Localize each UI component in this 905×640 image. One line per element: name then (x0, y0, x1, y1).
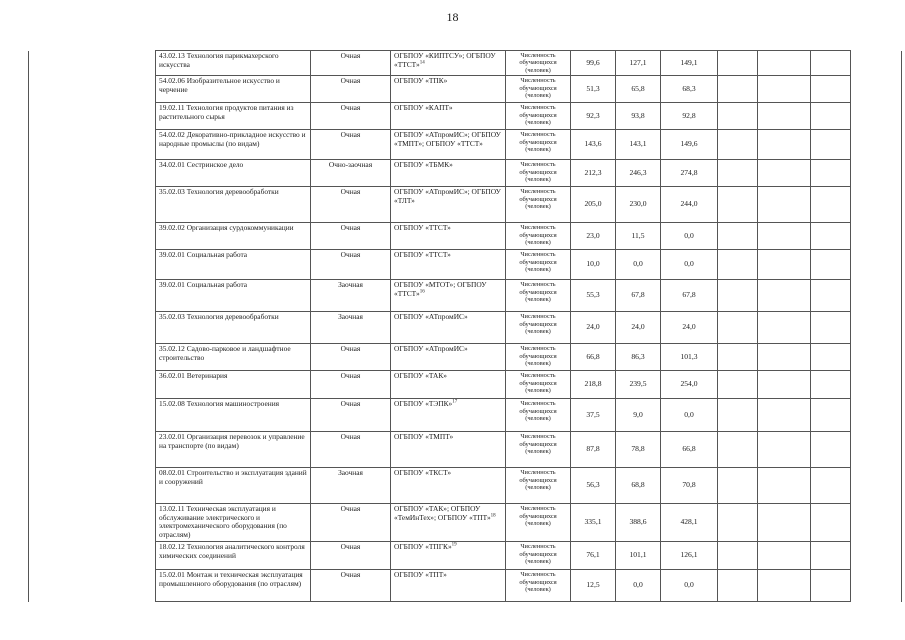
indicator-cell: Численность обучающихся (человек) (506, 468, 571, 504)
organization-text: ОГБПОУ «ТАК»; ОГБПОУ «ТемИнТех»; ОГБПОУ «ТПТ» (394, 504, 491, 522)
organization-text: ОГБПОУ «ТТСТ» (394, 250, 451, 260)
study-form-cell: Очная (311, 542, 391, 570)
indicator-cell: Численность обучающихся (человек) (506, 504, 571, 542)
organization-cell (391, 250, 506, 280)
empty-cell-a (718, 432, 758, 468)
value-2022-cell: 11,5 (616, 223, 661, 250)
study-form-cell: Очная (311, 432, 391, 468)
study-form-cell: Очная (311, 130, 391, 160)
indicator-cell: Численность обучающихся (человек) (506, 312, 571, 344)
data-table (28, 50, 902, 602)
value-2021-cell: 37,5 (571, 399, 616, 432)
organization-text: ОГБПОУ «ТПК» (394, 76, 448, 86)
study-form-cell: Очная (311, 76, 391, 103)
empty-cell-a (718, 250, 758, 280)
empty-cell-a (718, 570, 758, 602)
study-form-cell: Очная (311, 103, 391, 130)
empty-right-cell (851, 130, 902, 160)
empty-cell-b (758, 130, 811, 160)
empty-cell-c (811, 160, 851, 187)
empty-cell-a (718, 312, 758, 344)
study-form-cell: Очная (311, 250, 391, 280)
empty-cell-c (811, 103, 851, 130)
study-form-cell: Очно-заочная (311, 160, 391, 187)
empty-left-cell (29, 542, 156, 570)
study-form-cell: Очная (311, 344, 391, 371)
value-2023-cell: 149,1 (661, 51, 718, 76)
footnote-mark: 19 (451, 542, 457, 548)
value-2021-cell: 205,0 (571, 187, 616, 223)
organization-cell (391, 76, 506, 103)
study-form-cell: Очная (311, 371, 391, 399)
empty-left-cell (29, 51, 156, 76)
indicator-cell: Численность обучающихся (человек) (506, 51, 571, 76)
indicator-cell: Численность обучающихся (человек) (506, 344, 571, 371)
empty-cell-a (718, 468, 758, 504)
empty-cell-b (758, 468, 811, 504)
empty-cell-b (758, 432, 811, 468)
indicator-cell: Численность обучающихся (человек) (506, 542, 571, 570)
organization-cell (391, 570, 506, 602)
value-2021-cell: 99,6 (571, 51, 616, 76)
empty-cell-a (718, 542, 758, 570)
empty-right-cell (851, 223, 902, 250)
table-row (29, 468, 902, 504)
value-2022-cell: 68,8 (616, 468, 661, 504)
organization-cell (391, 160, 506, 187)
empty-right-cell (851, 250, 902, 280)
value-2023-cell: 274,8 (661, 160, 718, 187)
organization-cell (391, 399, 506, 432)
empty-right-cell (851, 542, 902, 570)
study-form-cell: Заочная (311, 280, 391, 312)
value-2021-cell: 24,0 (571, 312, 616, 344)
empty-cell-b (758, 76, 811, 103)
empty-left-cell (29, 103, 156, 130)
specialty-cell: 54.02.06 Изобразительное искусство и черчение (156, 76, 311, 103)
value-2022-cell: 143,1 (616, 130, 661, 160)
empty-right-cell (851, 280, 902, 312)
specialty-cell: 35.02.03 Технология деревообработки (156, 187, 311, 223)
empty-cell-b (758, 312, 811, 344)
value-2023-cell: 67,8 (661, 280, 718, 312)
indicator-cell: Численность обучающихся (человек) (506, 76, 571, 103)
value-2022-cell: 239,5 (616, 371, 661, 399)
organization-cell (391, 280, 506, 312)
value-2023-cell: 68,3 (661, 76, 718, 103)
organization-cell (391, 371, 506, 399)
table-row (29, 280, 902, 312)
specialty-cell: 23.02.01 Организация перевозок и управление на транспорте (по видам) (156, 432, 311, 468)
empty-cell-a (718, 130, 758, 160)
organization-cell (391, 103, 506, 130)
organization-text: ОГБПОУ «ТАК» (394, 371, 447, 381)
empty-cell-a (718, 504, 758, 542)
value-2022-cell: 101,1 (616, 542, 661, 570)
organization-text: ОГБПОУ «АТпромИС» (394, 344, 468, 354)
study-form-cell: Заочная (311, 468, 391, 504)
empty-cell-a (718, 51, 758, 76)
empty-cell-b (758, 160, 811, 187)
empty-cell-c (811, 344, 851, 371)
indicator-cell: Численность обучающихся (человек) (506, 399, 571, 432)
page-number: 18 (446, 10, 459, 24)
value-2023-cell: 92,8 (661, 103, 718, 130)
organization-text: ОГБПОУ «ТКСТ» (394, 468, 452, 478)
organization-text: ОГБПОУ «ТБМК» (394, 160, 453, 170)
table-row (29, 542, 902, 570)
indicator-cell: Численность обучающихся (человек) (506, 280, 571, 312)
empty-cell-c (811, 312, 851, 344)
value-2022-cell: 93,8 (616, 103, 661, 130)
table-row (29, 130, 902, 160)
table-row (29, 570, 902, 602)
specialty-cell: 39.02.01 Социальная работа (156, 250, 311, 280)
value-2023-cell: 0,0 (661, 223, 718, 250)
organization-cell (391, 468, 506, 504)
organization-text: ОГБПОУ «МТОТ»; ОГБПОУ «ТТСТ» (394, 280, 487, 298)
indicator-cell: Численность обучающихся (человек) (506, 371, 571, 399)
empty-right-cell (851, 103, 902, 130)
organization-cell (391, 542, 506, 570)
organization-text: ОГБПОУ «АТпромИС»; ОГБПОУ «ТЛТ» (394, 187, 501, 205)
value-2022-cell: 127,1 (616, 51, 661, 76)
value-2022-cell: 65,8 (616, 76, 661, 103)
value-2022-cell: 9,0 (616, 399, 661, 432)
footnote-mark: 18 (490, 513, 496, 519)
value-2022-cell: 388,6 (616, 504, 661, 542)
study-form-cell: Очная (311, 399, 391, 432)
value-2023-cell: 66,8 (661, 432, 718, 468)
empty-left-cell (29, 344, 156, 371)
table-row (29, 76, 902, 103)
specialty-cell: 19.02.11 Технология продуктов питания из растительного сырья (156, 103, 311, 130)
value-2021-cell: 55,3 (571, 280, 616, 312)
specialty-cell: 15.02.01 Монтаж и техническая эксплуатация промышленного оборудования (по отраслям) (156, 570, 311, 602)
empty-cell-c (811, 130, 851, 160)
empty-left-cell (29, 130, 156, 160)
empty-cell-c (811, 432, 851, 468)
empty-cell-b (758, 504, 811, 542)
specialty-cell: 18.02.12 Технология аналитического контроля химических соединений (156, 542, 311, 570)
value-2023-cell: 0,0 (661, 399, 718, 432)
empty-left-cell (29, 504, 156, 542)
value-2022-cell: 67,8 (616, 280, 661, 312)
empty-cell-b (758, 187, 811, 223)
empty-cell-b (758, 280, 811, 312)
value-2021-cell: 218,8 (571, 371, 616, 399)
organization-cell (391, 51, 506, 76)
value-2023-cell: 101,3 (661, 344, 718, 371)
empty-cell-b (758, 344, 811, 371)
organization-cell (391, 504, 506, 542)
value-2023-cell: 244,0 (661, 187, 718, 223)
empty-right-cell (851, 570, 902, 602)
empty-right-cell (851, 468, 902, 504)
empty-cell-c (811, 280, 851, 312)
value-2023-cell: 428,1 (661, 504, 718, 542)
empty-cell-c (811, 371, 851, 399)
table-row (29, 371, 902, 399)
empty-right-cell (851, 432, 902, 468)
indicator-cell: Численность обучающихся (человек) (506, 103, 571, 130)
indicator-cell: Численность обучающихся (человек) (506, 160, 571, 187)
empty-cell-a (718, 187, 758, 223)
table-row (29, 103, 902, 130)
empty-cell-b (758, 371, 811, 399)
empty-cell-a (718, 280, 758, 312)
table-row (29, 51, 902, 76)
specialty-cell: 13.02.11 Техническая эксплуатация и обслуживание электрического и электромеханического оборудования (по отраслям) (156, 504, 311, 542)
organization-text: ОГБПОУ «ТМПТ» (394, 432, 454, 442)
value-2021-cell: 23,0 (571, 223, 616, 250)
specialty-cell: 39.02.02 Организация сурдокоммуникации (156, 223, 311, 250)
empty-cell-a (718, 160, 758, 187)
footnote-mark: 16 (419, 289, 425, 295)
value-2021-cell: 212,3 (571, 160, 616, 187)
value-2022-cell: 24,0 (616, 312, 661, 344)
empty-right-cell (851, 160, 902, 187)
value-2021-cell: 143,6 (571, 130, 616, 160)
empty-cell-c (811, 223, 851, 250)
table-row (29, 187, 902, 223)
empty-cell-b (758, 51, 811, 76)
table-row (29, 344, 902, 371)
value-2022-cell: 0,0 (616, 570, 661, 602)
table-row (29, 432, 902, 468)
value-2022-cell: 0,0 (616, 250, 661, 280)
organization-cell (391, 130, 506, 160)
empty-cell-c (811, 187, 851, 223)
empty-cell-b (758, 103, 811, 130)
empty-left-cell (29, 570, 156, 602)
empty-right-cell (851, 399, 902, 432)
empty-cell-c (811, 76, 851, 103)
empty-right-cell (851, 371, 902, 399)
value-2021-cell: 56,3 (571, 468, 616, 504)
organization-cell (391, 223, 506, 250)
specialty-cell: 36.02.01 Ветеринария (156, 371, 311, 399)
organization-cell (391, 187, 506, 223)
empty-cell-c (811, 399, 851, 432)
empty-left-cell (29, 432, 156, 468)
specialty-cell: 34.02.01 Сестринское дело (156, 160, 311, 187)
table-row (29, 223, 902, 250)
organization-text: ОГБПОУ «КАПТ» (394, 103, 453, 113)
indicator-cell: Численность обучающихся (человек) (506, 432, 571, 468)
empty-cell-c (811, 51, 851, 76)
table-row (29, 250, 902, 280)
value-2021-cell: 76,1 (571, 542, 616, 570)
value-2023-cell: 70,8 (661, 468, 718, 504)
study-form-cell: Очная (311, 51, 391, 76)
value-2021-cell: 12,5 (571, 570, 616, 602)
study-form-cell: Заочная (311, 312, 391, 344)
indicator-cell: Численность обучающихся (человек) (506, 250, 571, 280)
empty-cell-a (718, 399, 758, 432)
footnote-mark: 14 (419, 60, 425, 66)
organization-text: ОГБПОУ «АТпромИС»; ОГБПОУ «ТМПТ»; ОГБПОУ «ТТСТ» (394, 130, 501, 148)
indicator-cell: Численность обучающихся (человек) (506, 223, 571, 250)
value-2022-cell: 230,0 (616, 187, 661, 223)
empty-right-cell (851, 344, 902, 371)
empty-cell-a (718, 371, 758, 399)
table-row (29, 504, 902, 542)
empty-left-cell (29, 223, 156, 250)
empty-cell-a (718, 344, 758, 371)
empty-cell-c (811, 542, 851, 570)
value-2021-cell: 66,8 (571, 344, 616, 371)
value-2022-cell: 78,8 (616, 432, 661, 468)
table-row (29, 399, 902, 432)
specialty-cell: 35.02.12 Садово-парковое и ландшафтное строительство (156, 344, 311, 371)
specialty-cell: 08.02.01 Строительство и эксплуатация зданий и сооружений (156, 468, 311, 504)
value-2021-cell: 335,1 (571, 504, 616, 542)
empty-cell-a (718, 223, 758, 250)
empty-cell-a (718, 76, 758, 103)
study-form-cell: Очная (311, 223, 391, 250)
empty-left-cell (29, 371, 156, 399)
empty-right-cell (851, 504, 902, 542)
study-form-cell: Очная (311, 187, 391, 223)
empty-right-cell (851, 76, 902, 103)
value-2023-cell: 254,0 (661, 371, 718, 399)
empty-cell-b (758, 250, 811, 280)
organization-cell (391, 312, 506, 344)
empty-cell-c (811, 504, 851, 542)
organization-cell (391, 344, 506, 371)
value-2023-cell: 149,6 (661, 130, 718, 160)
empty-left-cell (29, 312, 156, 344)
organization-text: ОГБПОУ «АТпромИС» (394, 312, 468, 322)
study-form-cell: Очная (311, 570, 391, 602)
empty-left-cell (29, 468, 156, 504)
empty-left-cell (29, 280, 156, 312)
value-2021-cell: 51,3 (571, 76, 616, 103)
organization-text: ОГБПОУ «КИПТСУ»; ОГБПОУ «ТТСТ» (394, 51, 496, 69)
value-2021-cell: 87,8 (571, 432, 616, 468)
value-2022-cell: 246,3 (616, 160, 661, 187)
specialty-cell: 39.02.01 Социальная работа (156, 280, 311, 312)
empty-cell-b (758, 223, 811, 250)
value-2023-cell: 0,0 (661, 570, 718, 602)
specialty-cell: 43.02.13 Технология парикмахерского искусства (156, 51, 311, 76)
organization-cell (391, 432, 506, 468)
value-2023-cell: 0,0 (661, 250, 718, 280)
empty-left-cell (29, 76, 156, 103)
value-2023-cell: 24,0 (661, 312, 718, 344)
empty-left-cell (29, 187, 156, 223)
empty-cell-c (811, 570, 851, 602)
table-row (29, 312, 902, 344)
value-2022-cell: 86,3 (616, 344, 661, 371)
organization-text: ОГБПОУ «ТТСТ» (394, 223, 451, 233)
empty-cell-c (811, 250, 851, 280)
organization-text: ОГБПОУ «ТЭПК» (394, 399, 453, 409)
empty-right-cell (851, 312, 902, 344)
empty-right-cell (851, 51, 902, 76)
specialty-cell: 35.02.03 Технология деревообработки (156, 312, 311, 344)
empty-cell-c (811, 468, 851, 504)
empty-cell-b (758, 542, 811, 570)
value-2023-cell: 126,1 (661, 542, 718, 570)
empty-cell-b (758, 399, 811, 432)
indicator-cell: Численность обучающихся (человек) (506, 570, 571, 602)
table-row (29, 160, 902, 187)
empty-left-cell (29, 250, 156, 280)
organization-text: ОГБПОУ «ТПТ» (394, 570, 447, 580)
value-2021-cell: 10,0 (571, 250, 616, 280)
specialty-cell: 54.02.02 Декоративно-прикладное искусство и народные промыслы (по видам) (156, 130, 311, 160)
empty-right-cell (851, 187, 902, 223)
indicator-cell: Численность обучающихся (человек) (506, 187, 571, 223)
empty-left-cell (29, 160, 156, 187)
footnote-mark: 17 (452, 399, 458, 405)
empty-cell-b (758, 570, 811, 602)
empty-left-cell (29, 399, 156, 432)
specialty-cell: 15.02.08 Технология машиностроения (156, 399, 311, 432)
indicator-cell: Численность обучающихся (человек) (506, 130, 571, 160)
study-form-cell: Очная (311, 504, 391, 542)
empty-cell-a (718, 103, 758, 130)
value-2021-cell: 92,3 (571, 103, 616, 130)
organization-text: ОГБПОУ «ТПГК» (394, 542, 452, 552)
